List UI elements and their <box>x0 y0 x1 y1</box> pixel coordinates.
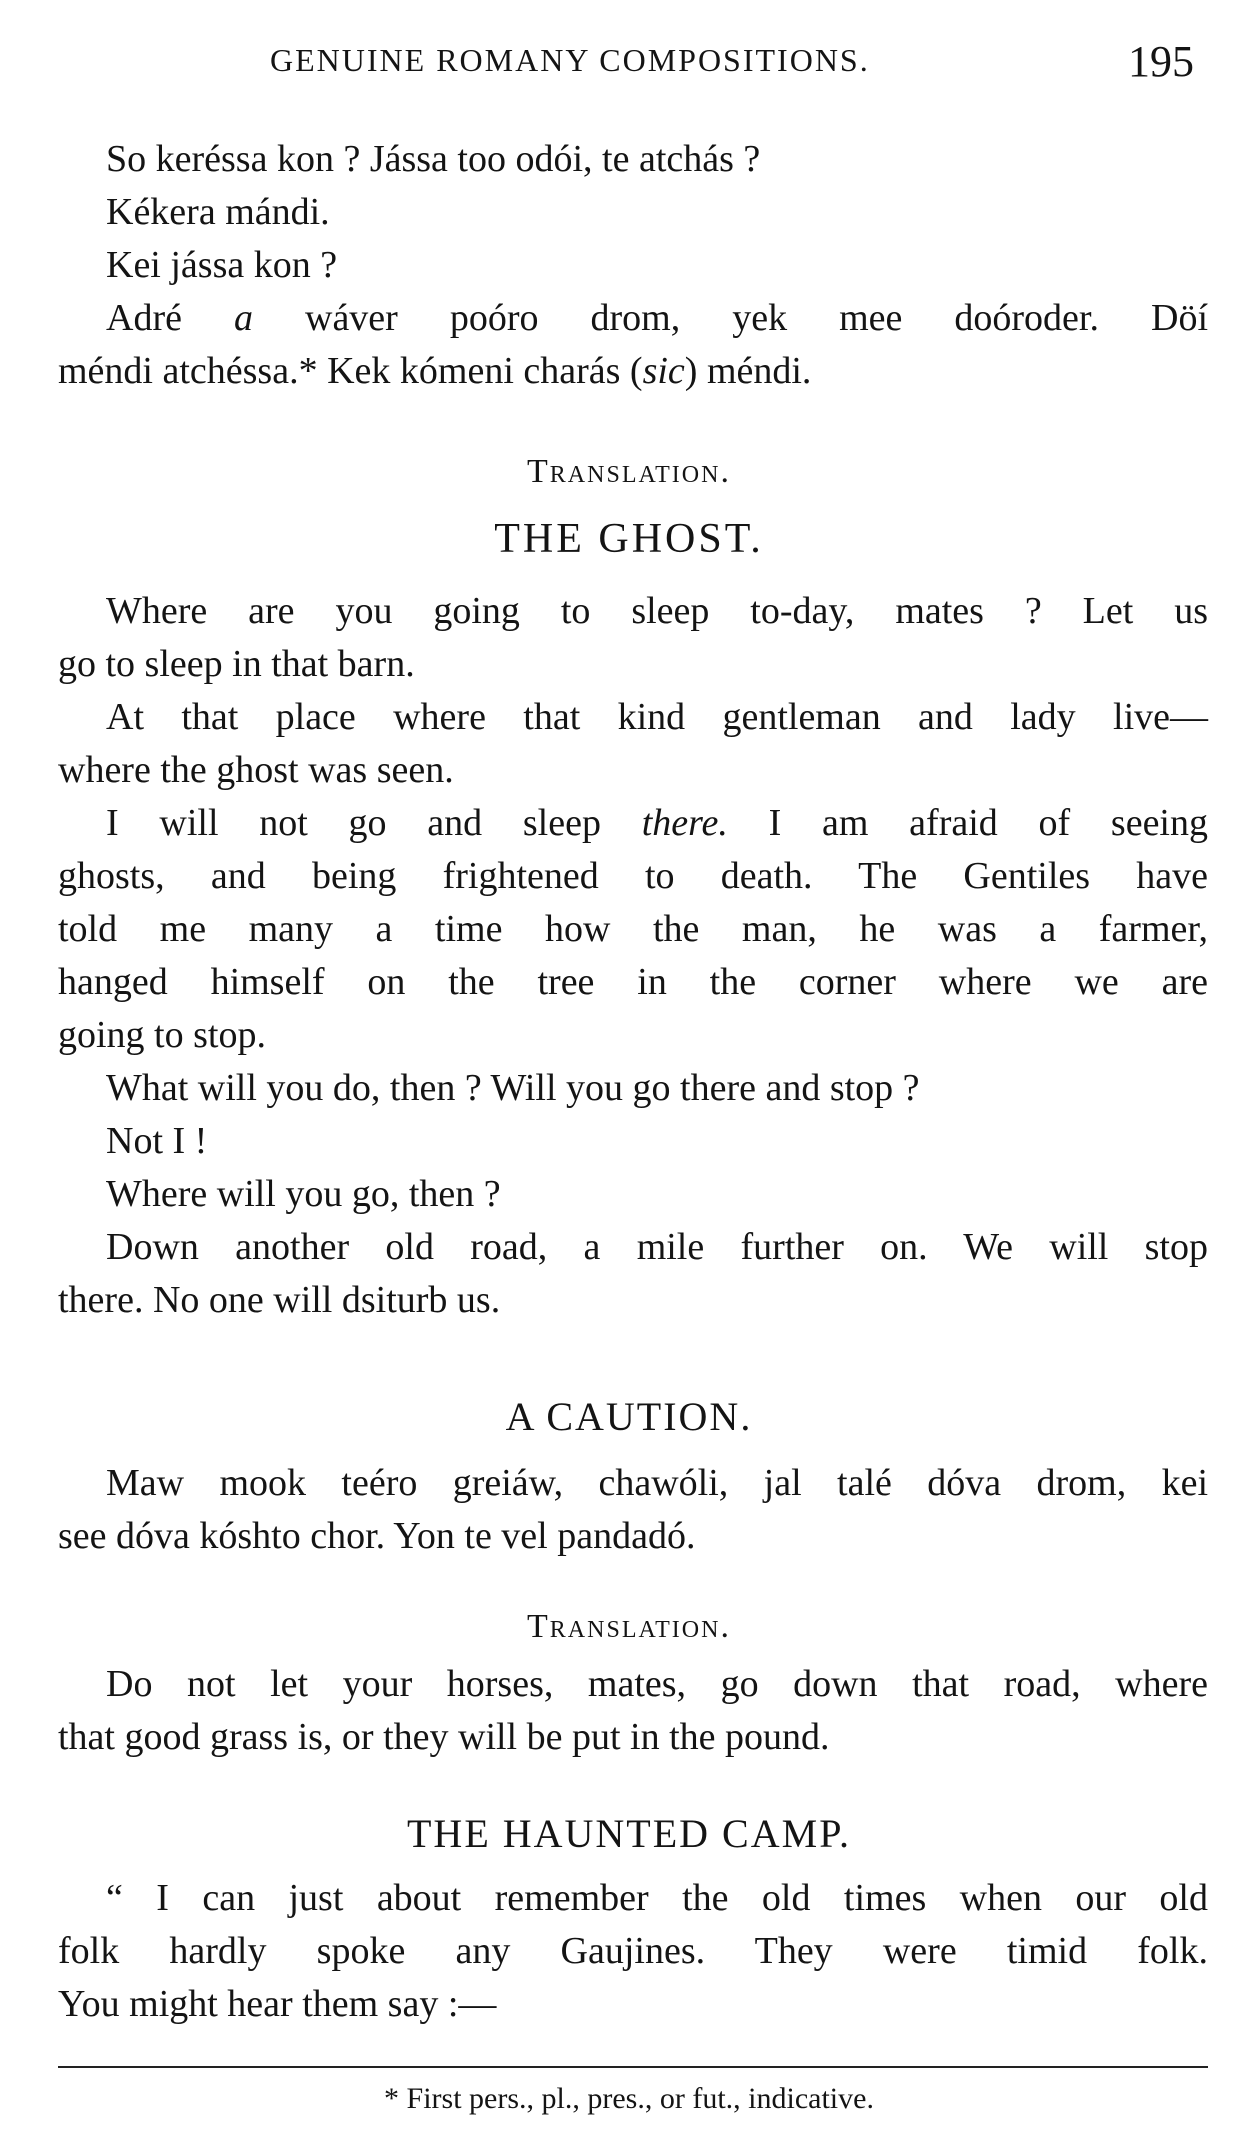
text-line: Do not let your horses, mates, go down that road, where <box>106 1663 1208 1705</box>
text-fragment: ) méndi. <box>684 350 812 392</box>
text-line: where the ghost was seen. <box>58 749 454 791</box>
text-fragment: méndi atchéssa.* Kek kómeni charás ( <box>58 350 643 392</box>
text-line: there. No one will dsiturb us. <box>58 1279 501 1321</box>
text-line: that good grass is, or they will be put in the pound. <box>58 1716 830 1758</box>
romany-ghost-text <box>58 133 1208 398</box>
caution-translation-text <box>58 1658 1208 1764</box>
text-line: Maw mook teéro greiáw, chawóli, jal talé dóva drom, kei <box>106 1462 1208 1504</box>
section-heading-caution: A CAUTION. <box>505 1394 753 1439</box>
text-line <box>58 345 1208 398</box>
text-line: You might hear them say :— <box>58 1983 497 2025</box>
text-fragment: I will not go and sleep <box>106 802 642 844</box>
text-line: So keréssa kon ? Jássa too odói, te atchás ? <box>106 138 761 180</box>
footnote: * First pers., pl., pres., or fut., indicative. <box>384 2082 874 2115</box>
text-line: “ I can just about remember the old times when our old <box>106 1877 1208 1919</box>
italic-fragment: a <box>233 297 253 339</box>
text-fragment: Adré <box>106 297 234 339</box>
text-line: At that place where that kind gentleman and lady live— <box>106 696 1208 738</box>
translation-label: Translation. <box>527 1608 731 1645</box>
text-line: ghosts, and being frightened to death. The Gentiles have <box>58 855 1208 897</box>
section-heading-haunted-camp: THE HAUNTED CAMP. <box>407 1811 851 1856</box>
text-line: see dóva kóshto chor. Yon te vel pandadó. <box>58 1515 696 1557</box>
text-fragment: wáver poóro drom, yek mee doóroder. Döí <box>252 297 1208 339</box>
text-fragment: I am afraid of seeing <box>727 802 1208 844</box>
text-line <box>58 797 1208 850</box>
text-line: Down another old road, a mile further on. We will stop <box>106 1226 1208 1268</box>
footnote-rule <box>58 2066 1208 2068</box>
text-line: Where are you going to sleep to-day, mates ? Let us <box>106 590 1208 632</box>
text-line: hanged himself on the tree in the corner where we are <box>58 961 1208 1003</box>
text-line: What will you do, then ? Will you go there and stop ? <box>106 1067 920 1109</box>
section-heading-ghost: THE GHOST. <box>494 516 764 562</box>
translation-label: Translation. <box>527 453 731 490</box>
haunted-camp-text <box>58 1872 1208 2031</box>
text-line: Kékera mándi. <box>106 191 330 233</box>
text-line: Where will you go, then ? <box>106 1173 501 1215</box>
italic-fragment: sic <box>642 350 685 392</box>
text-line: folk hardly spoke any Gaujines. They were timid folk. <box>58 1930 1208 1972</box>
text-line: Kei jássa kon ? <box>106 244 338 286</box>
text-line: go to sleep in that barn. <box>58 643 415 685</box>
page-number: 195 <box>1128 37 1194 86</box>
text-line: going to stop. <box>58 1014 266 1056</box>
text-line: Not I ! <box>106 1120 208 1162</box>
text-line <box>58 292 1208 345</box>
text-line: told me many a time how the man, he was a farmer, <box>58 908 1208 950</box>
italic-fragment: there. <box>641 802 728 844</box>
ghost-translation-text <box>58 585 1208 1327</box>
caution-romany-text <box>58 1457 1208 1563</box>
running-title: GENUINE ROMANY COMPOSITIONS. <box>270 42 870 78</box>
